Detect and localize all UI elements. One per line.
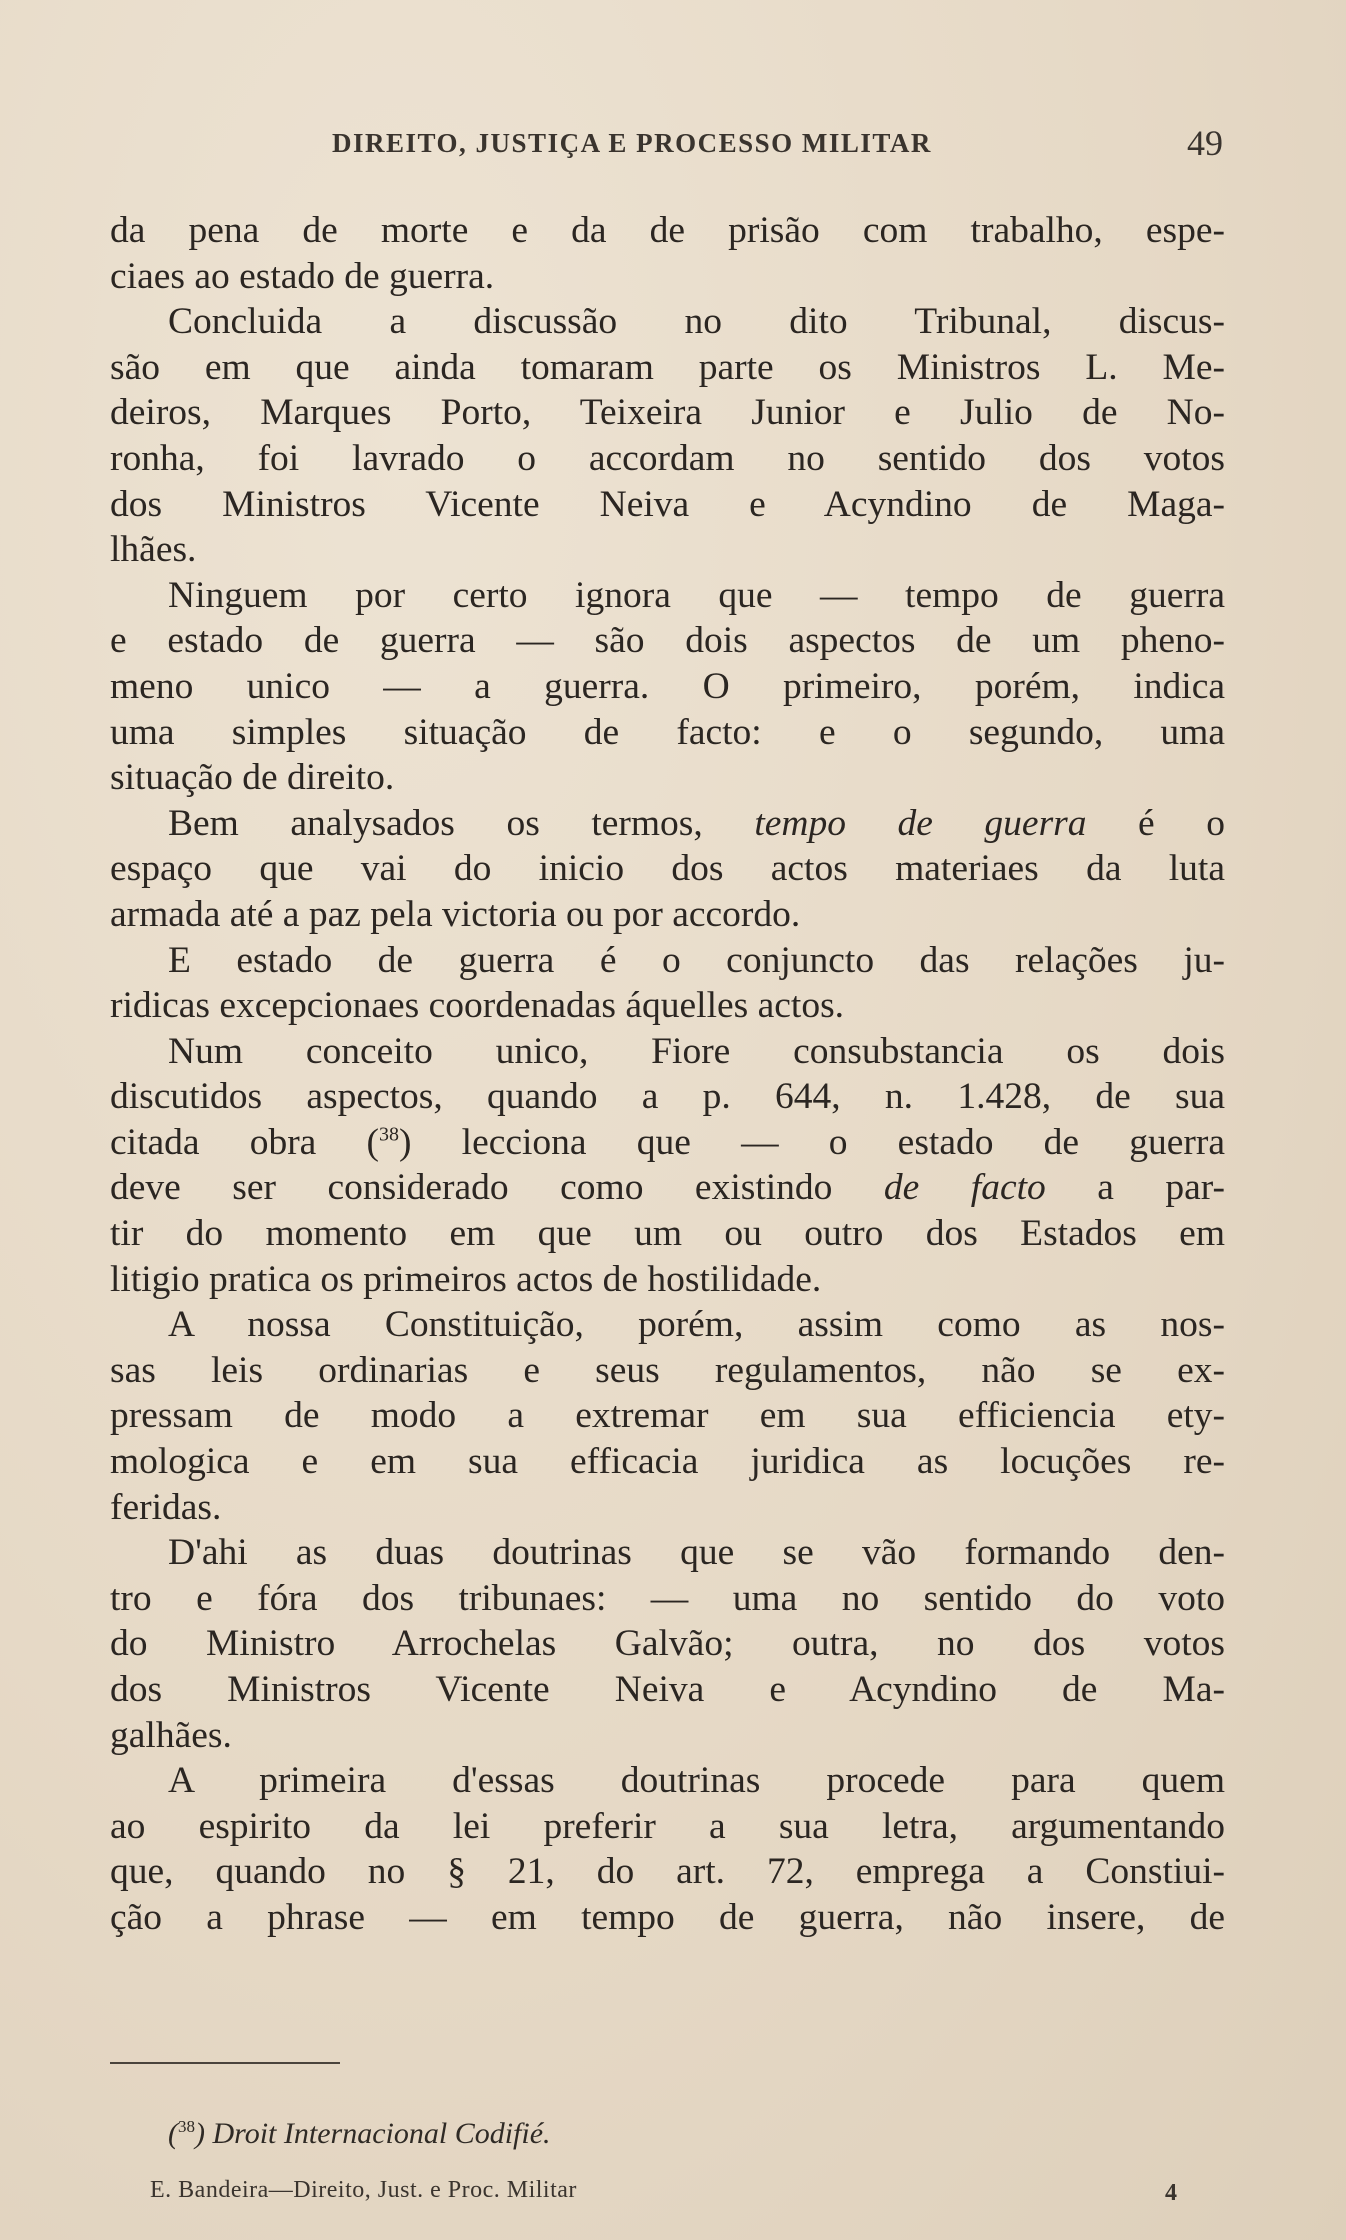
text-line: deiros, Marques Porto, Teixeira Junior e Julio de No- xyxy=(110,392,1225,434)
text-line: dos Ministros Vicente Neiva e Acyndino de Ma- xyxy=(110,1669,1225,1710)
text-line: E estado de guerra é o conjuncto das relações ju- xyxy=(168,939,1225,981)
text-line: ção a phrase — em tempo de guerra, não insere, de xyxy=(110,1896,1225,1938)
text-line: mologica e em sua efficacia juridica as locuções re- xyxy=(110,1441,1225,1483)
footnote-text: Droit Internacional Codifié. xyxy=(212,2117,551,2150)
printer-signature: E. Bandeira—Direito, Just. e Proc. Militar xyxy=(150,2177,577,2203)
italic-phrase: de facto xyxy=(883,1167,1046,1209)
text-line: situação de direito. xyxy=(110,757,395,799)
footnote-reference: 38 xyxy=(379,1123,399,1146)
text-line: e estado de guerra — são dois aspectos de um pheno- xyxy=(110,620,1225,662)
text-line: da pena de morte e da de prisão com trabalho, espe- xyxy=(110,210,1225,251)
text-line: lhães. xyxy=(110,529,197,571)
italic-phrase: tempo de guerra xyxy=(754,802,1087,844)
text-line: sas leis ordinarias e seus regulamentos, não se ex- xyxy=(110,1349,1225,1391)
text-line: citada obra ($^{38}$) lecciona que — o estado de guerra xyxy=(110,1121,1225,1163)
footnote-rule xyxy=(110,2062,340,2064)
text-line: tir do momento em que um ou outro dos Estados em xyxy=(110,1213,1225,1255)
signature-number: 4 xyxy=(1165,2180,1177,2206)
text-line: A nossa Constituição, porém, assim como as nos- xyxy=(168,1304,1225,1346)
text-line: são em que ainda tomaram parte os Ministros L. Me- xyxy=(110,346,1225,388)
footnote: ($^{38}$) Droit Internacional Codifié. xyxy=(168,2117,551,2150)
text-line: Concluida a discussão no dito Tribunal, discus- xyxy=(168,301,1225,343)
text-line: que, quando no § 21, do art. 72, emprega a Constiui- xyxy=(110,1851,1225,1893)
text-line: A primeira d'essas doutrinas procede para quem xyxy=(168,1760,1225,1802)
text-line: D'ahi as duas doutrinas que se vão formando den- xyxy=(168,1532,1225,1574)
footnote-marker: 38 xyxy=(178,2117,195,2136)
text-line: ao espirito da lei preferir a sua letra, argumentando xyxy=(110,1805,1225,1847)
text-line: do Ministro Arrochelas Galvão; outra, no dos votos xyxy=(110,1623,1225,1665)
text-line: Ninguem por certo ignora que — tempo de guerra xyxy=(168,574,1225,616)
text-line: dos Ministros Vicente Neiva e Acyndino de Maga- xyxy=(110,483,1225,525)
running-title: DIREITO, JUSTIÇA E PROCESSO MILITAR xyxy=(332,128,932,158)
text-line: espaço que vai do inicio dos actos materiaes da luta xyxy=(110,848,1225,890)
text-line: deve ser considerado como existindo de facto a par- xyxy=(110,1167,1225,1209)
page-number: 49 xyxy=(1187,123,1223,163)
text-line: armada até a paz pela victoria ou por accordo. xyxy=(110,893,801,935)
text-line: feridas. xyxy=(110,1486,222,1528)
text-line: meno unico — a guerra. O primeiro, porém, indica xyxy=(110,665,1225,707)
text-line: tro e fóra dos tribunaes: — uma no sentido do voto xyxy=(110,1577,1225,1619)
text-line: uma simples situação de facto: e o segundo, uma xyxy=(110,711,1225,753)
text-line: pressam de modo a extremar em sua efficiencia ety- xyxy=(110,1395,1225,1437)
running-head xyxy=(110,122,1225,162)
text-line: litigio pratica os primeiros actos de hostilidade. xyxy=(110,1258,822,1300)
text-line: galhães. xyxy=(110,1714,232,1756)
text-line: Num conceito unico, Fiore consubstancia os dois xyxy=(168,1030,1225,1072)
body-text xyxy=(110,208,1225,1941)
text-line: discutidos aspectos, quando a p. 644, n. 1.428, de sua xyxy=(110,1076,1225,1118)
text-line: Bem analysados os termos, tempo de guerra é o xyxy=(168,802,1225,844)
text-line: ronha, foi lavrado o accordam no sentido dos votos xyxy=(110,437,1225,479)
text-line: ciaes ao estado de guerra. xyxy=(110,255,495,297)
text-line: ridicas excepcionaes coordenadas áquelles actos. xyxy=(110,985,845,1027)
book-page xyxy=(110,112,1225,2206)
